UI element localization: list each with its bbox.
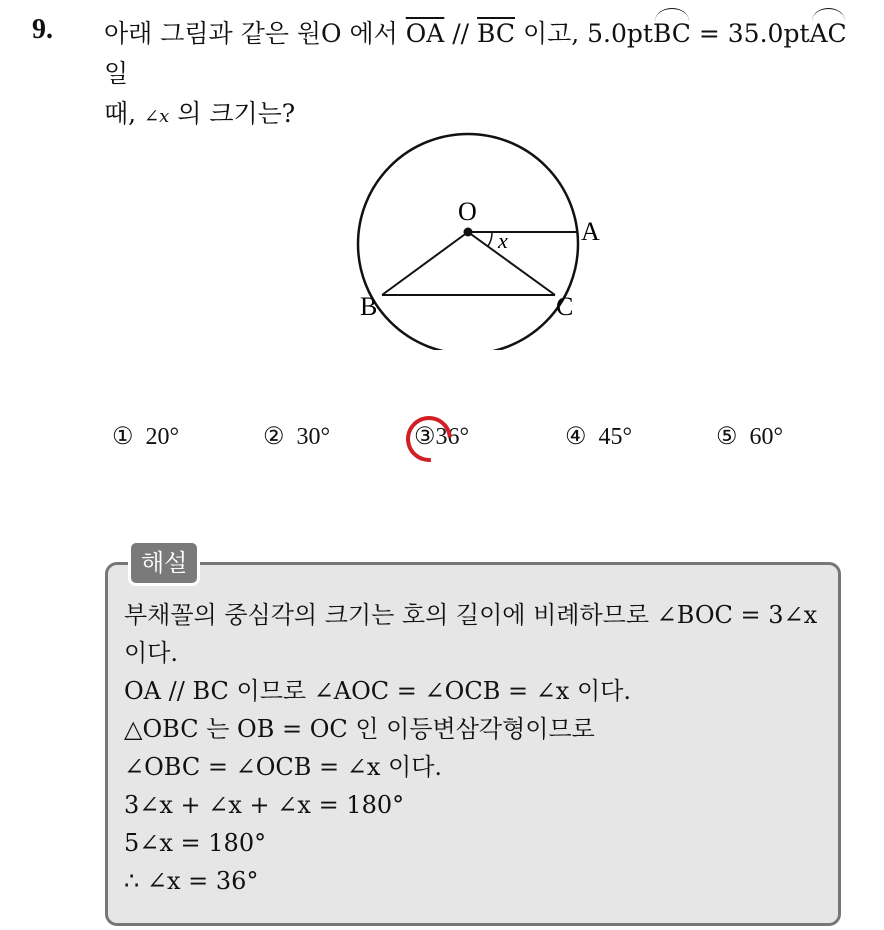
solution-line: 이다. [124,639,178,667]
question-text-part: 아래 그림과 같은 원O 에서 [104,19,406,48]
choice-4[interactable] [565,422,632,451]
choice-3[interactable] [414,422,469,451]
choice-5[interactable] [716,422,783,451]
question-text-part: 이고, 5.0pt [515,19,653,48]
circle-figure [340,120,640,350]
label-B: B [360,292,378,321]
label-x: x [498,228,508,253]
center-point [464,228,473,237]
solution-line: 5∠x = 180° [124,829,267,857]
question-text-part: = 35.0pt [690,19,810,48]
choice-marker: ⑤ [716,424,738,450]
solution-line: ∴ ∠x = 36° [124,867,259,895]
choice-value: 60° [749,424,784,450]
solution-tag: 해설 [128,540,200,586]
angle-x: ∠x [144,106,170,127]
label-C: C [556,292,574,321]
choice-value: 36° [435,424,470,450]
solution-line: OA // BC 이므로 ∠AOC = ∠OCB = ∠x 이다. [124,677,631,705]
choice-value: 30° [296,424,331,450]
segment-BC: $\overline{BC}$ [477,19,516,48]
question-text-part: 일 [104,59,129,88]
choice-marker: ③ [414,424,436,450]
arc-AC: AC [810,14,847,54]
question-text [104,14,874,137]
choice-1[interactable] [112,422,179,451]
choice-marker: ① [112,424,134,450]
label-O: O [458,197,477,226]
selected-answer-mark [397,407,462,472]
choice-2[interactable] [263,422,330,451]
angle-arc [488,232,492,246]
parallel-symbol: // [444,19,478,48]
solution-line: 부채꼴의 중심각의 크기는 호의 길이에 비례하므로 ∠BOC = 3∠x [124,601,818,629]
segment-OA: $\overline{OA}$ [405,19,445,48]
segment-OC-line [468,232,555,295]
segment-OB-line [382,232,468,295]
question-text-part: 때, [104,99,145,128]
solution-line: ∠OBC = ∠OCB = ∠x 이다. [124,753,443,781]
choice-marker: ④ [565,424,587,450]
choice-value: 45° [598,424,633,450]
solution-line: △OBC 는 OB = OC 인 이등변삼각형이므로 [124,715,595,743]
circle-outline [358,134,578,350]
solution-line: 3∠x + ∠x + ∠x = 180° [124,791,405,819]
question-line-1 [104,14,874,94]
choice-marker: ② [263,424,285,450]
question-number: 9. [32,14,53,45]
answer-choices [0,422,884,462]
solution-text [124,596,834,900]
label-A: A [581,217,600,246]
question-text-part: 의 크기는? [169,99,296,128]
arc-BC: BC [653,14,691,54]
choice-value: 20° [145,424,180,450]
